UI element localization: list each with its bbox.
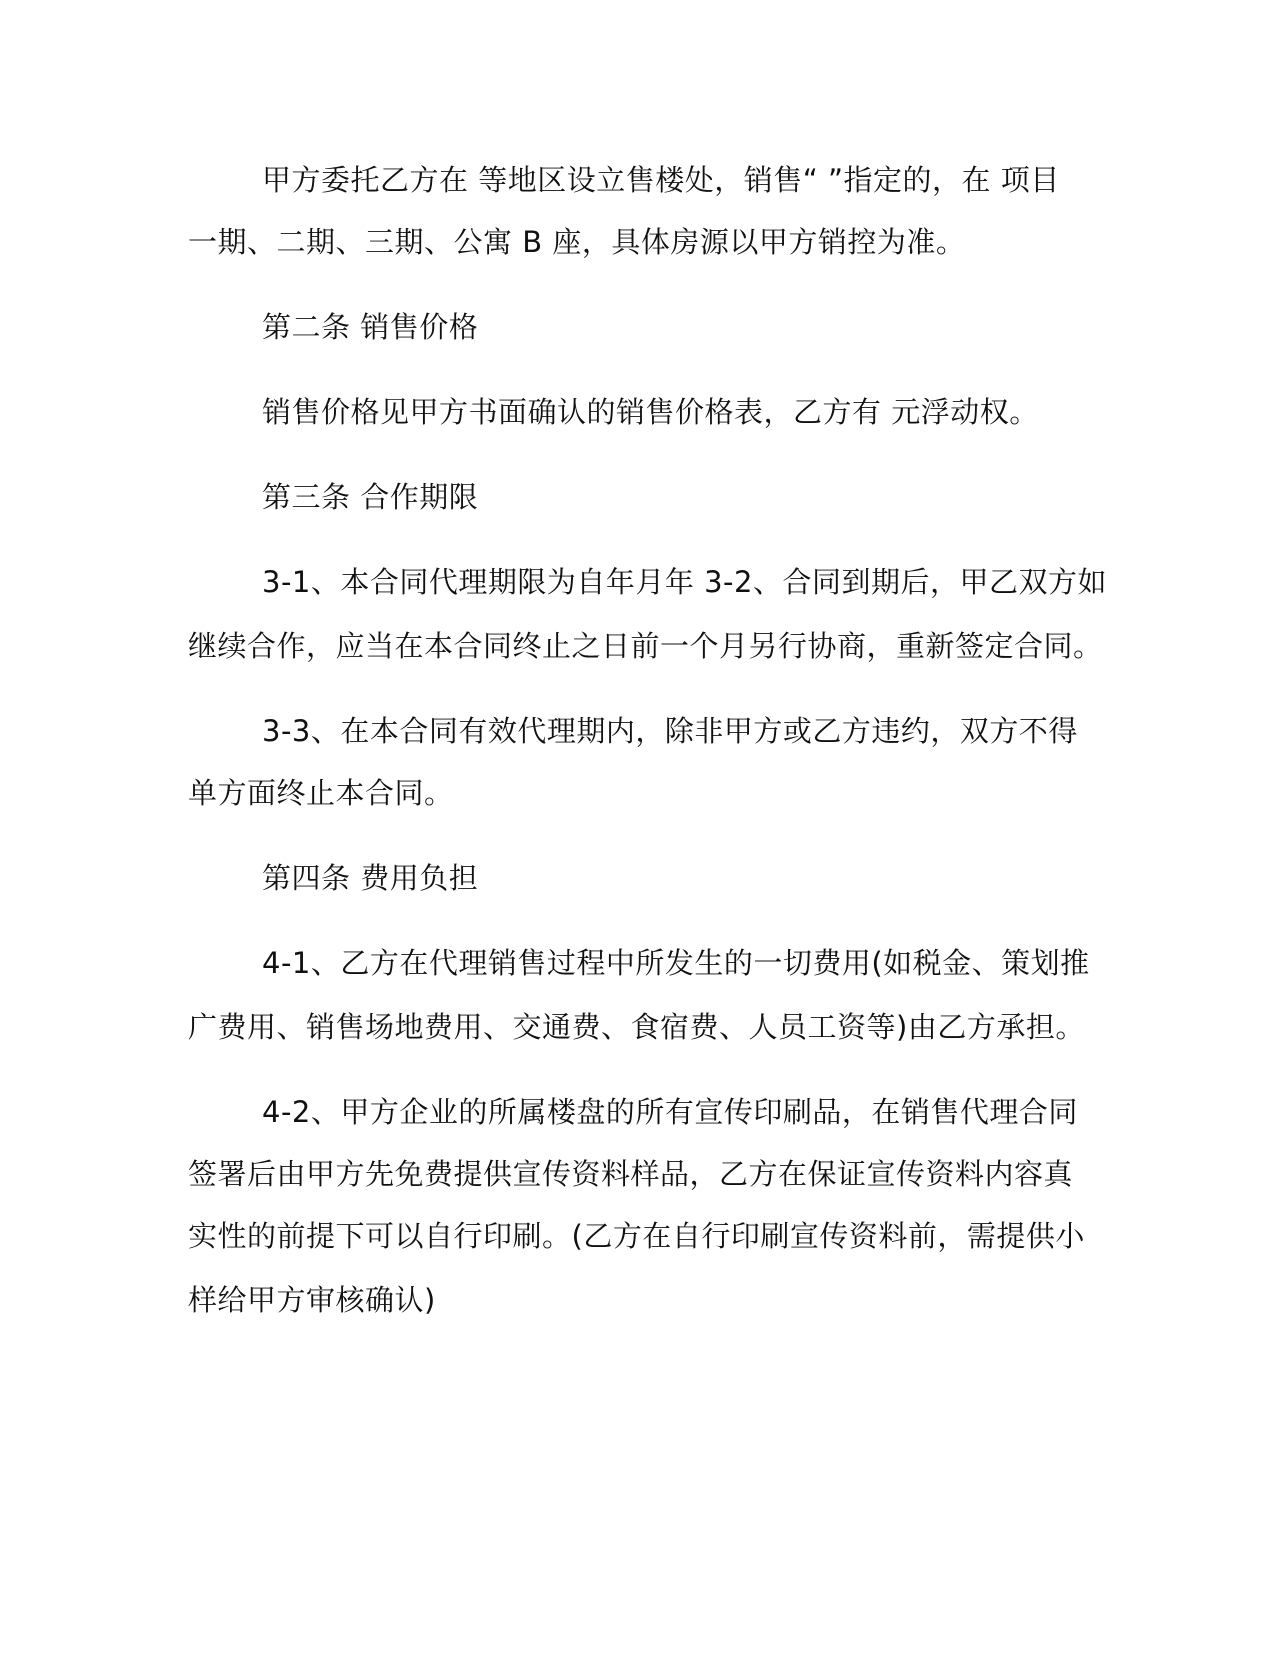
text-line: 4-2、甲方企业的所属楼盘的所有宣传印刷品，在销售代理合同 bbox=[262, 1095, 1078, 1129]
text-line: 3-3、在本合同有效代理期内，除非甲方或乙方违约，双方不得 bbox=[262, 714, 1078, 748]
text-line: 签署后由甲方先免费提供宣传资料样品，乙方在保证宣传资料内容真 bbox=[188, 1157, 1074, 1191]
text-line: 实性的前提下可以自行印刷。(乙方在自行印刷宣传资料前，需提供小 bbox=[188, 1219, 1085, 1253]
text-line: 一期、二期、三期、公寓 B 座，具体房源以甲方销控为准。 bbox=[188, 225, 966, 259]
text-line: 销售价格见甲方书面确认的销售价格表，乙方有 元浮动权。 bbox=[262, 395, 1039, 429]
section-heading: 第四条 费用负担 bbox=[262, 861, 479, 895]
text-line: 单方面终止本合同。 bbox=[188, 776, 454, 810]
section-heading: 第二条 销售价格 bbox=[262, 310, 479, 344]
text-line: 甲方委托乙方在 等地区设立售楼处，销售“ ”指定的，在 项目 bbox=[262, 163, 1060, 197]
text-line: 3-1、本合同代理期限为自年月年 3-2、合同到期后，甲乙双方如 bbox=[262, 565, 1107, 599]
text-line: 广费用、销售场地费用、交通费、食宿费、人员工资等)由乙方承担。 bbox=[188, 1010, 1085, 1044]
section-heading: 第三条 合作期限 bbox=[262, 480, 479, 514]
text-line: 样给甲方审核确认) bbox=[188, 1283, 436, 1317]
text-line: 4-1、乙方在代理销售过程中所发生的一切费用(如税金、策划推 bbox=[262, 946, 1090, 980]
text-line: 继续合作，应当在本合同终止之日前一个月另行协商，重新签定合同。 bbox=[188, 629, 1103, 663]
